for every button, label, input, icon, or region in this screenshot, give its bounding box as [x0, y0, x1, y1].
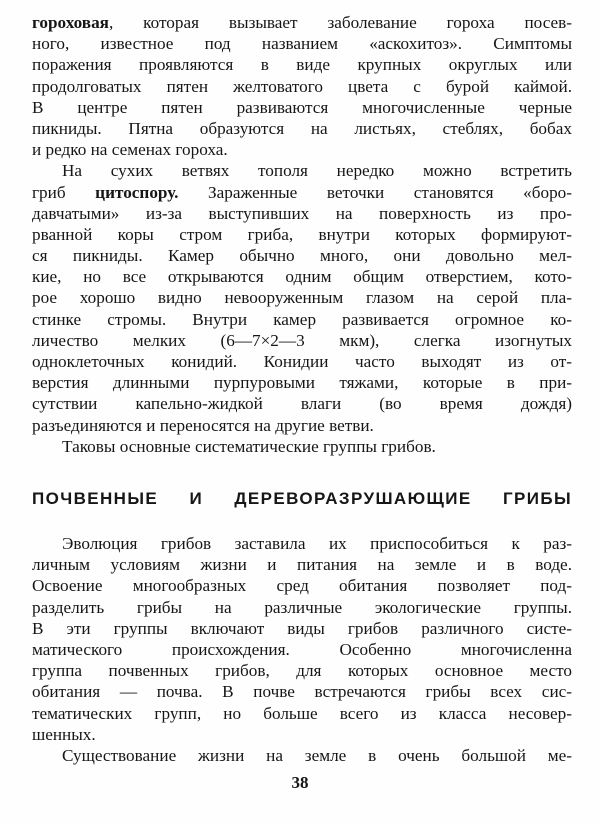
paragraph-cytospora	[32, 160, 572, 435]
text-line: ся пикниды. Камер обычно много, они довольно мел-	[32, 246, 572, 266]
text-line: верстия длинными пурпуровыми тяжами, которые в при-	[32, 373, 572, 393]
text-line: На сухих ветвях тополя нередко можно встретить	[62, 161, 572, 181]
text-line: сутствии капельно-жидкой влаги (во время дождя)	[32, 394, 572, 414]
paragraph-evolution	[32, 533, 572, 745]
text-block-upper	[32, 12, 572, 457]
text-line: личным условиям жизни и питания на земле и в воде.	[32, 555, 572, 575]
text-line: обитания — почва. В почве встречаются грибы всех сис-	[32, 682, 572, 702]
text-line: В центре пятен развиваются многочисленные черные	[32, 97, 572, 117]
text-line: группа почвенных грибов, для которых основное место	[32, 661, 572, 681]
paragraph-existence	[32, 745, 572, 766]
text-line: одноклеточных конидий. Конидии часто выходят из от-	[32, 352, 572, 371]
text-line: продолговатых пятен желтоватого цвета с бурой каймой.	[32, 76, 572, 96]
text-block-lower	[32, 533, 572, 766]
text-line: матического происхождения. Особенно многочисленна	[32, 639, 572, 659]
text-line: рое хорошо видно невооруженным глазом на серой пла-	[32, 288, 572, 308]
text-line: ного, известное под названием «аскохитоз». Симптомы	[32, 34, 572, 54]
text-line: поражения проявляются в виде крупных округлых или	[32, 55, 572, 75]
text-line: разъединяются и переносятся на другие ветви.	[32, 415, 374, 435]
text-line: Освоение многообразных сред обитания позволяет под-	[32, 576, 572, 596]
text-line: гороховая, которая вызывает заболевание гороха посев-	[32, 13, 572, 32]
text-line: Существование жизни на земле в очень большой ме-	[62, 745, 572, 765]
text-line: разделить грибы на различные экологические группы.	[32, 597, 572, 617]
paragraph-gorokhovaya	[32, 12, 572, 160]
text-line: гриб цитоспору. Зараженные веточки становятся «боро-	[32, 182, 572, 202]
text-line: и редко на семенах гороха.	[32, 140, 228, 160]
page-number: 38	[291, 773, 309, 792]
text-line: давчатыми» из-за выступивших на поверхность из про-	[32, 203, 572, 223]
text-line: стинке стромы. Внутри камер развивается огромное ко-	[32, 309, 572, 329]
text-line: Таковы основные систематические группы грибов.	[62, 436, 436, 456]
text-line: личество мелких (6—7×2—3 мкм), слегка изогнутых	[32, 330, 572, 350]
paragraph-summary	[32, 436, 572, 457]
text-line: кие, но все открываются одним общим отверстием, кото-	[32, 267, 572, 287]
bold-term: цитоспору.	[95, 182, 179, 202]
text-line: тематических групп, но больше всего из класса несовер-	[32, 703, 572, 723]
text-line: шенных.	[32, 724, 96, 744]
bold-term: гороховая	[32, 13, 109, 32]
text-line: пикниды. Пятна образуются на листьях, стеблях, бобах	[32, 118, 572, 138]
text-line: рванной коры стром гриба, внутри которых формируют-	[32, 224, 572, 244]
section-heading: ПОЧВЕННЫЕ И ДЕРЕВОРАЗРУШАЮЩИЕ ГРИБЫ	[32, 489, 572, 508]
text-line: В эти группы включают виды грибов различного систе-	[32, 618, 572, 638]
text-line: Эволюция грибов заставила их приспособиться к раз-	[62, 534, 572, 553]
